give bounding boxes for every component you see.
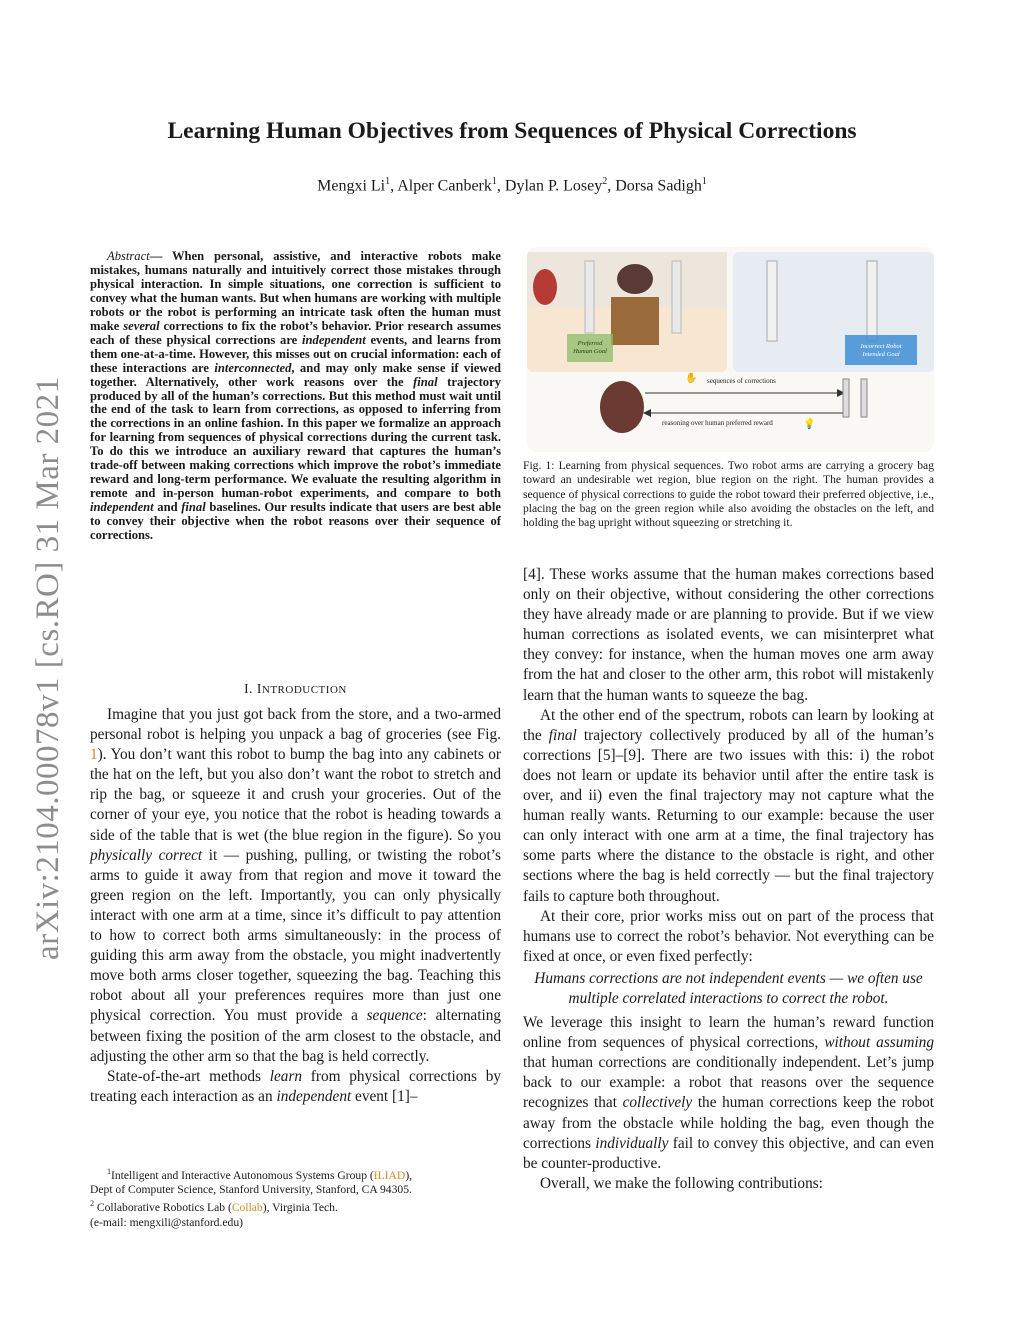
author-name: Dylan P. Losey	[504, 177, 603, 195]
author-name: Mengxi Li	[317, 177, 386, 195]
back-arrowhead	[643, 409, 651, 417]
key-insight-quote: Humans corrections are not independent events — we often use multiple correlated interactions to correct the robot.	[534, 969, 923, 1007]
author-name: Alper Canberk	[397, 177, 492, 195]
paragraph-text: We leverage this insight to learn the human’s reward function online from sequences of physical corrections,	[523, 1014, 934, 1052]
emphasis: learn	[269, 1067, 303, 1085]
emphasis: sequence	[366, 1007, 423, 1025]
robot-arm-right	[867, 261, 877, 341]
figure-1	[527, 247, 934, 452]
human-figure	[617, 264, 653, 294]
paragraph-text: event [1]–	[351, 1087, 418, 1105]
abstract-text: events, and learns from them one-at-a-time. However, this misses out on crucial information: each of these interactions are	[90, 332, 501, 375]
section-number: I. I	[244, 681, 262, 696]
paragraph-text: At the other end of the spectrum, robots can learn by looking at the	[523, 706, 934, 744]
robot-icon-arm	[861, 379, 867, 417]
figure-reference-link[interactable]: 1	[90, 746, 98, 764]
abstract-label: Abstract	[107, 249, 150, 263]
footnote-2	[90, 1197, 501, 1215]
hand-icon: ✋	[685, 373, 698, 384]
paragraph-text: ). You don’t want this robot to bump the bag into any cabinets or the hat on the left, but you also don’t want the robot to stretch and rip the bag, or squeeze it and crush your groceries. Out of the corner of your eye, you notice that the robot is heading towards a side of the table that is wet (the blue region in the figure). So you	[90, 746, 501, 844]
footnote-text: ), Virginia Tech.	[262, 1201, 338, 1215]
footnote-marker: 1	[107, 1167, 111, 1176]
robot-icon-arm	[843, 379, 849, 417]
emphasis: physically correct	[90, 846, 203, 864]
grocery-bag	[611, 297, 659, 345]
footnote-text: Intelligent and Interactive Autonomous Systems Group (	[111, 1168, 374, 1182]
footnote-text: ),	[405, 1168, 413, 1182]
affiliation-marker: 1	[491, 176, 497, 187]
abstract: Abstract— When personal, assistive, and interactive robots make mistakes, humans naturally and intuitively correct those mistakes through physical interaction. In simple situations, one correction is sufficient to convey what the human wants. But when humans are working with multiple robots or the robot is performing an intricate task often the human must make several corrections to fix the robot’s behavior. Prior research assumes each of these physical corrections are independent events, and learns from them one-at-a-time. However, this misses out on crucial information: each of these interactions are interconnected, and may only make sense if viewed together. Alternatively, other work reasons over the final trajectory produced by all of the human’s corrections. But this method must wait until the end of the task to learn from corrections, as opposed to inferring from the corrections in an online fashion. In this paper we formalize an approach for learning from sequences of physical corrections during the current task. To do this we introduce an auxiliary reward that captures the human’s trade-off between making corrections which improve the robot’s immediate reward and long-term performance. We evaluate the resulting algorithm in remote and in-person human-robot experiments, and compare to both independent and final baselines. Our results indicate that users are best able to convey their objective when the robot reasons over their sequence of corrections.	[90, 249, 501, 543]
figure-illustration	[527, 247, 934, 452]
incorrect-goal-label: Incorrect Robot Intended Goal	[860, 343, 902, 358]
iliad-link[interactable]: ILIAD	[373, 1168, 406, 1182]
emphasis: without assuming	[824, 1034, 934, 1052]
paragraph-text: from physical corrections by treating each interaction as an	[90, 1067, 501, 1105]
abstract-emphasis: final	[181, 500, 206, 515]
footnote-1	[90, 1165, 501, 1183]
robot-arm-left	[585, 261, 594, 333]
affiliation-marker: 1	[385, 176, 391, 187]
abstract-emphasis: independent	[90, 500, 154, 515]
abstract-text: When personal, assistive, and interactive robots make mistakes, humans naturally and intuitively correct those mistakes through physical interaction. In simple situations, one correction is sufficient to convey what the human wants. But when humans are working with multiple robots or the robot is performing an intricate task often the human must make	[90, 249, 501, 333]
footnotes	[90, 1165, 501, 1230]
robot-arm-left	[767, 261, 777, 341]
abstract-text: baselines. Our results indicate that users are best able to convey their objective when the robot reasons over their sequence of corrections.	[90, 500, 501, 543]
right-column	[523, 565, 934, 1194]
footnote-text: Collaborative Robotics Lab (	[94, 1201, 232, 1215]
paragraph: Overall, we make the following contributions:	[540, 1174, 823, 1192]
emphasis: final	[548, 726, 577, 744]
paper-title: Learning Human Objectives from Sequences of Physical Corrections	[167, 118, 857, 144]
paragraph-text: State-of-the-art methods	[107, 1067, 270, 1085]
paragraph	[523, 706, 934, 907]
human-correction-figure	[600, 381, 644, 433]
preferred-goal-label: Preferred Human Goal	[573, 340, 607, 355]
abstract-text: , and may only make sense if viewed together. Alternatively, other work reasons over the	[90, 360, 501, 389]
affiliation-marker: 2	[602, 176, 608, 187]
abstract-emphasis: several	[123, 318, 160, 333]
figure-caption: Fig. 1: Learning from physical sequences. Two robot arms are carrying a grocery bag toward an undesirable wet region, blue region on the right. The human provides a sequence of physical corrections to guide the robot toward their preferred objective, i.e., placing the bag on the green region while also avoiding the obstacles on the left, and holding the bag upright without squeezing or stretching it.	[523, 459, 934, 530]
collab-link[interactable]: Collab	[231, 1201, 263, 1215]
paragraph	[90, 1067, 501, 1107]
sequence-label: sequences of corrections	[707, 377, 776, 385]
section-title: NTRODUCTION	[261, 684, 347, 696]
emphasis: collectively	[622, 1094, 693, 1112]
abstract-emphasis: independent	[302, 332, 366, 347]
paragraph-text: : alternating between fixing the position of the arm closest to the obstacle, and adjusting the other arm so that the bag is held correctly.	[90, 1007, 502, 1065]
lightbulb-icon: 💡	[803, 419, 816, 430]
arxiv-identifier: arXiv:2104.00078v1 [cs.RO] 31 Mar 2021	[30, 376, 66, 960]
paragraph	[523, 1013, 934, 1174]
hat-obstacle	[533, 269, 557, 305]
affiliation-marker: 1	[701, 176, 707, 187]
section-heading-introduction	[90, 681, 501, 697]
footnote-text: Dept of Computer Science, Stanford University, Stanford, CA 94305.	[90, 1183, 412, 1197]
paragraph	[90, 705, 501, 1067]
footnote-marker: 2	[90, 1199, 94, 1209]
contact-email: (e-mail: mengxili@stanford.edu)	[90, 1215, 243, 1229]
abstract-text: corrections to fix the robot’s behavior. Prior research assumes each of these physical corrections are	[90, 318, 501, 347]
abstract-text: trajectory produced by all of the human’s corrections. But this method must wait until the end of the task to learn from corrections, as opposed to inferring from the corrections in an online fashion. In this paper we formalize an approach for learning from sequences of physical corrections during the current task. To do this we introduce an auxiliary reward that captures the human’s trade-off between making corrections which improve the robot’s immediate reward and long-term performance. We evaluate the resulting algorithm in remote and in-person human-robot experiments, and compare to both	[90, 374, 501, 501]
emphasis: independent	[276, 1087, 352, 1105]
reasoning-label: reasoning over human preferred reward	[662, 419, 773, 427]
paragraph-text: the human corrections keep the robot away from the obstacle while holding the bag, even though the corrections	[523, 1094, 934, 1152]
author-name: Dorsa Sadigh	[615, 177, 702, 195]
abstract-text: and	[153, 500, 182, 515]
paragraph-text: Imagine that you just got back from the store, and a two-armed personal robot is helping you unpack a bag of groceries (see Fig.	[90, 706, 501, 744]
paragraph: At their core, prior works miss out on part of the process that humans use to correct the robot’s behavior. Not everything can be fixed at once, or even fixed perfectly:	[523, 907, 934, 965]
abstract-emphasis: interconnected	[214, 360, 292, 375]
paragraph-text: trajectory collectively produced by all of the human’s corrections [5]–[9]. There are two issues with this: i) the robot does not learn or update its behavior until after the entire task is over, and ii) even the final trajectory may not capture what the human really wants. Returning to our example: because the user can only interact with one arm at a time, the final trajectory has some parts where the distance to the obstacle is right, and other sections where the bag is held correctly — but the final trajectory fails to capture both throughout.	[523, 726, 934, 905]
paragraph-text: fail to convey this objective, and can even be counter-productive.	[523, 1134, 934, 1172]
author-list: Mengxi Li$^1$, Alper Canberk$^1$, Dylan P. Losey$^2$, Dorsa Sadigh$^1$	[317, 176, 707, 195]
paragraph-text: it — pushing, pulling, or twisting the robot’s arms to guide it away from that region and move it toward the green region on the left. Importantly, you can only physically interact with one arm at a time, since it’s difficult to pay attention to how to correct both arms simultaneously: in the process of guiding this arm away from the obstacle, you might inadvertently move both arms closer together, squeezing the bag. Teaching this robot about all your preferences requires more than just one physical correction. You must provide a	[90, 846, 501, 1025]
robot-arm-right	[672, 261, 681, 333]
abstract-emphasis: final	[413, 374, 438, 389]
paragraph-text: that human corrections are conditionally independent. Let’s jump back to our example: a robot that reasons over the sequence recognizes that	[523, 1054, 934, 1112]
emphasis: individually	[595, 1134, 669, 1152]
paragraph: [4]. These works assume that the human makes corrections based only on their objective, without considering the other corrections they have already made or are planning to provide. But if we view human corrections as isolated events, we can misinterpret what they convey: for instance, when the human moves one arm away from the hat and closer to the other arm, this robot will mistakenly learn that the human wants to squeeze the bag.	[523, 566, 934, 704]
blue-wet-region	[845, 335, 917, 365]
left-column	[90, 705, 501, 1107]
